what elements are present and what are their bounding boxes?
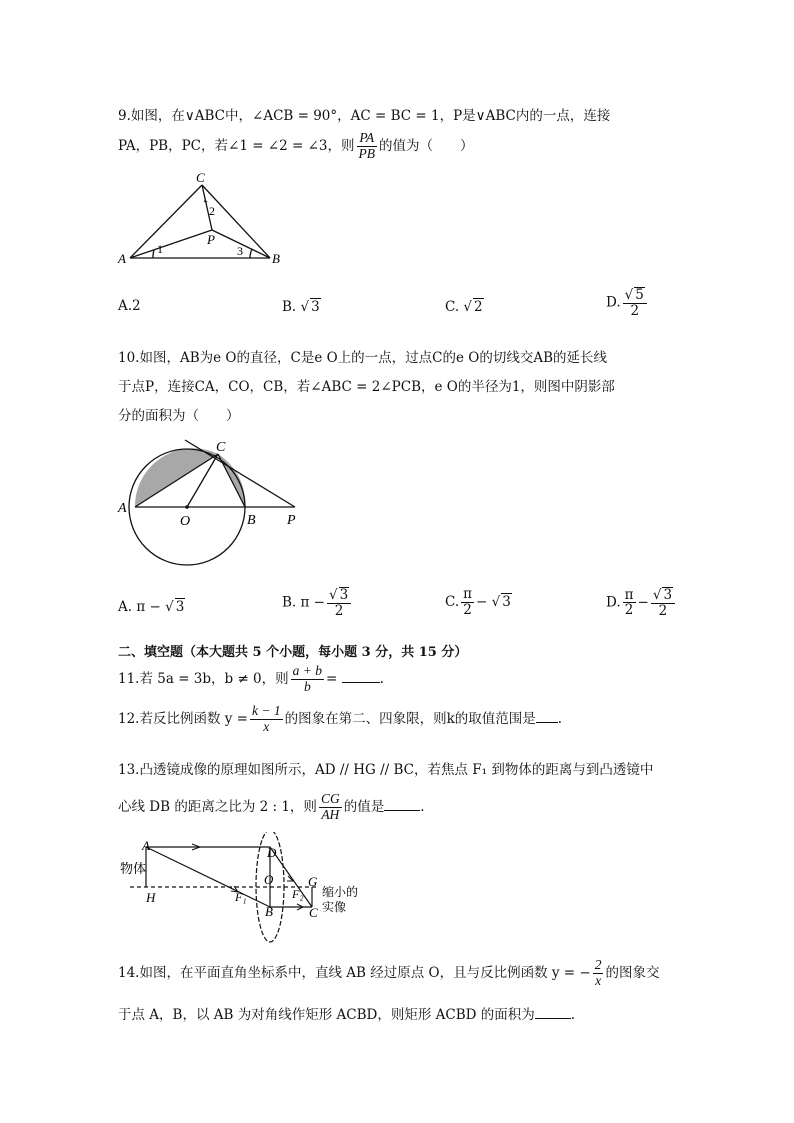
q9-option-d-radicand: 5 xyxy=(635,287,644,303)
q9-line2 xyxy=(118,131,474,162)
q13-label-A: A xyxy=(142,838,150,853)
q13-label-image1: 缩小的 xyxy=(322,885,359,899)
q9-option-c-prefix: C. xyxy=(445,299,460,315)
q13-frac-num: CG xyxy=(320,791,340,806)
q13-label-F1: F₁ xyxy=(235,890,247,904)
q9-option-a: A.2 xyxy=(118,298,141,314)
q10-option-c-radicand: 3 xyxy=(502,593,511,610)
q11-fraction xyxy=(291,664,324,695)
q12-text-tail: 的图象在第二、四象限，则k的取值范围是 xyxy=(284,710,536,727)
q10-figure xyxy=(110,435,310,570)
q11-end: . xyxy=(379,670,384,687)
q13-end: . xyxy=(420,798,425,815)
q9-angle1: 1 xyxy=(157,242,163,256)
q10-option-c: C. $\frac{\pi}{2}$ − √ 3 xyxy=(445,586,511,618)
q9-option-c: C. √ 2 xyxy=(445,299,483,315)
q14-end: . xyxy=(570,1007,576,1023)
q14-frac-den: x xyxy=(595,972,602,988)
q10-line1: 10.如图，AB为e O的直径，C是e O上的一点，过点C的e O的切线交AB的延长线 xyxy=(118,350,608,366)
q9-figure xyxy=(110,170,300,270)
q13-label-D: D xyxy=(267,845,277,860)
q9-option-d xyxy=(606,287,649,319)
q12-answer-blank[interactable] xyxy=(536,722,558,723)
q14-answer-blank[interactable] xyxy=(535,1018,571,1019)
q9-label-A: A xyxy=(118,251,126,266)
q13-fraction xyxy=(319,792,342,823)
q10-option-a: A. π − √ 3 xyxy=(118,599,185,615)
q13-label-F2: F₂ xyxy=(292,887,304,901)
q10-option-d-prefix: D. xyxy=(606,594,621,611)
q9-angle2: 2 xyxy=(209,204,215,218)
q10-option-b-fraction xyxy=(327,587,351,619)
q13-line2-tail: 的值是 xyxy=(343,798,385,815)
q10-label-B: B xyxy=(247,513,256,528)
q10-line2: 于点P，连接CA，CO，CB，若∠ABC = 2∠PCB，e O的半径为1，则图中阴影部 xyxy=(118,379,615,395)
q9-line2-text: PA，PB，PC，若∠1 = ∠2 = ∠3，则 xyxy=(118,137,355,154)
q10-option-c-den: 2 xyxy=(463,601,472,618)
q10-option-d-fraction2 xyxy=(651,587,675,619)
q10-label-P: P xyxy=(287,513,296,528)
q10-option-d xyxy=(606,587,677,619)
q12-fraction xyxy=(250,704,283,735)
q11-frac-den: b xyxy=(303,678,311,694)
q10-line3: 分的面积为（ ） xyxy=(118,408,240,424)
q9-option-d-num: √ 5 xyxy=(623,287,647,304)
q12-text: 12.若反比例函数 y = xyxy=(118,710,248,727)
q13-label-H: H xyxy=(146,890,156,905)
q12-frac-num: k − 1 xyxy=(252,703,281,718)
q10-option-c-prefix: C. xyxy=(445,593,460,610)
q11-answer-blank[interactable] xyxy=(342,682,380,683)
q10-option-d-num1: π xyxy=(624,586,634,603)
q10-option-b-prefix: B. π − xyxy=(282,594,325,611)
q11-equals: = xyxy=(326,670,338,687)
q10-option-b xyxy=(282,587,353,619)
q13-label-C: C xyxy=(309,905,318,920)
q12-end: . xyxy=(557,710,563,727)
q12-line xyxy=(118,704,562,735)
q10-option-d-radicand: 3 xyxy=(663,587,673,603)
q14-line2-text: 于点 A，B，以 AB 为对角线作矩形 ACBD，则矩形 ACBD 的面积为 xyxy=(118,1007,535,1023)
q14-line1 xyxy=(118,958,659,989)
q10-label-C: C xyxy=(216,440,226,455)
q13-line2 xyxy=(118,792,425,823)
q14-line1-text: 14.如图，在平面直角坐标系中，直线 AB 经过原点 O，且与反比例函数 y = − xyxy=(118,964,591,981)
q9-label-P: P xyxy=(207,232,215,247)
q14-line1-tail: 的图象交 xyxy=(605,964,660,981)
q10-label-O: O xyxy=(180,514,191,529)
q14-frac-num: 2 xyxy=(594,957,602,972)
q9-option-b-prefix: B. xyxy=(282,299,297,315)
q10-option-d-minus: − xyxy=(637,594,649,611)
q9-frac-den: PB xyxy=(358,145,376,161)
q9-option-b-radicand: 3 xyxy=(311,299,320,315)
q13-label-image2: 实像 xyxy=(322,900,347,914)
q9-label-B: B xyxy=(272,251,280,266)
q9-angle3: 3 xyxy=(237,244,243,258)
q13-frac-den: AH xyxy=(321,806,340,822)
q10-option-b-num: √ 3 xyxy=(327,587,351,604)
q10-option-c-num: π xyxy=(463,586,473,602)
q9-option-b: B. √ 3 xyxy=(282,299,320,315)
q9-fraction xyxy=(357,131,378,162)
q9-label-C: C xyxy=(196,170,205,185)
q10-option-d-den2: 2 xyxy=(658,602,668,619)
q11-text: 11.若 5a = 3b，b ≠ 0，则 xyxy=(118,670,289,687)
q10-option-d-fraction1 xyxy=(623,588,636,619)
q11-line xyxy=(118,664,384,695)
q10-option-b-den: 2 xyxy=(334,602,344,619)
section-title: 二、填空题（本大题共 5 个小题，每小题 3 分，共 15 分） xyxy=(118,645,468,660)
q10-option-c-minus: − xyxy=(476,593,488,610)
q13-answer-blank[interactable] xyxy=(384,810,420,811)
q13-label-O: O xyxy=(264,872,274,887)
q9-option-d-prefix: D. xyxy=(606,294,621,311)
q10-option-a-radicand: 3 xyxy=(175,599,185,615)
q14-line2 xyxy=(118,1003,575,1023)
q12-frac-den: x xyxy=(263,718,270,734)
q10-option-d-den1: 2 xyxy=(624,602,634,619)
q11-frac-num: a + b xyxy=(292,663,323,678)
q10-option-a-prefix: A. π − xyxy=(118,599,161,615)
q9-option-d-fraction xyxy=(623,287,647,319)
q14-fraction xyxy=(593,958,604,989)
q10-option-c-fraction xyxy=(461,587,474,618)
q13-label-G: G xyxy=(308,874,318,889)
q9-line2-tail: 的值为（ ） xyxy=(379,137,474,154)
q13-line2-text: 心线 DB 的距离之比为 2 : 1，则 xyxy=(118,798,317,815)
q13-label-B: B xyxy=(265,904,273,919)
q9-option-c-radicand: 2 xyxy=(474,299,483,315)
q10-label-A: A xyxy=(118,501,127,516)
q9-frac-num: PA xyxy=(357,131,378,147)
q9-line1: 9.如图，在∨ABC中，∠ACB = 90°，AC = BC = 1，P是∨ABC内的一点，连接 xyxy=(118,108,611,124)
q9-option-d-den: 2 xyxy=(630,302,640,319)
q13-figure xyxy=(112,832,382,950)
q13-line1: 13.凸透镜成像的原理如图所示，AD // HG // BC，若焦点 F₁ 到物体的距离与到凸透镜中 xyxy=(118,762,654,778)
q10-option-b-radicand: 3 xyxy=(339,587,349,603)
q10-option-d-num2: √ 3 xyxy=(651,587,675,604)
q13-label-object: 物体 xyxy=(120,861,147,876)
